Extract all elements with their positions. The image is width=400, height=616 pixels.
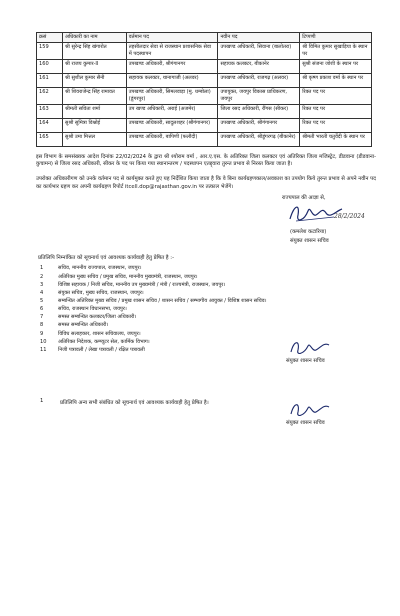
cell-new: उपखण्ड अधिकारी, राजगढ़ (अलवर) [218, 73, 300, 87]
signature-block [36, 191, 376, 253]
additional-copy-line: 1 प्रतिलिपि अन्य सभी संबंधित को सूचनार्थ एवं आवश्यक कार्यवाही हेतु प्रेषित है। [40, 397, 209, 406]
table-row [37, 73, 372, 87]
list-item: 4 संयुक्त सचिव, मुख्य सचिव, राजस्थान, जयपुर। [40, 289, 144, 296]
cell-sno: 163 [37, 104, 63, 118]
signatory-designation: संयुक्त शासन सचिव [286, 357, 325, 364]
cell-current: उपखण्ड अधिकारी, सिमलवाड़ा (मु. धम्बोला) (डूंगरपुर) [126, 87, 218, 104]
list-item: 11 निजी पत्रावली / लेखा पत्रावली / रक्षित पत्रावली [40, 346, 145, 353]
table-row [37, 87, 372, 104]
table-row [37, 43, 372, 60]
cell-name: श्री शिवराजेन्द्र सिंह रामावत [62, 87, 126, 104]
signatory-name: (कमलेश कटारिया) [290, 229, 327, 236]
cell-remark: रिक्त पद पर [300, 118, 372, 132]
header-remarks: टिप्पणी [300, 33, 372, 43]
cell-remark: रिक्त पद पर [300, 104, 372, 118]
cell-new: उपखण्ड अधिकारी, श्रीगंगानगर [218, 118, 300, 132]
cell-new: उपखण्ड अधिकारी, श्रीडूंगरगढ़ (बीकानेर) [218, 132, 300, 146]
by-order-text: राज्यपाल की आज्ञा से, [282, 195, 326, 202]
cell-new: उपायुक्त, जयपुर विकास प्राधिकरण, जयपुर [218, 87, 300, 104]
cell-new: उपखण्ड अधिकारी, सिवाना (बालोतरा) [218, 43, 300, 60]
cell-sno: 159 [37, 43, 63, 60]
signatory-designation: संयुक्त शासन सचिव [286, 419, 325, 426]
copy-heading: प्रतिलिपि निम्नांकित को सूचनार्थ एवं आवश्यक कार्यवाही हेतु प्रेषित है :- [38, 255, 174, 262]
cell-name: श्रीमती सविता शर्मा [62, 104, 126, 118]
signature-image [288, 400, 332, 420]
signature-date: 28/2/2024 [334, 213, 365, 221]
list-item: 10 अतिरिक्त निदेशक, कम्प्यूटर सेल, कार्मिक विभाग। [40, 338, 150, 345]
cell-new: जिला रसद अधिकारी, रींगस (सीकर) [218, 104, 300, 118]
cell-current: सहायक कलक्टर, थानागाजी (अलवर) [126, 73, 218, 87]
table-row [37, 132, 372, 146]
cell-sno: 165 [37, 132, 63, 146]
header-sno: क्रसं [37, 33, 63, 43]
list-item: 1 सचिव, माननीय राज्यपाल, राजस्थान, जयपुर। [40, 265, 142, 272]
cell-remark: श्री कृष्ण प्रकाश वर्मा के स्थान पर [300, 73, 372, 87]
cell-sno: 160 [37, 59, 63, 73]
cell-current: उपखण्ड अधिकारी, श्रीगंगानगर [126, 59, 218, 73]
list-item: 5 सम्बन्धित अतिरिक्त मुख्य सचिव / प्रमुख शासन सचिव / शासन सचिव / सम्भागीय आयुक्त / विशिष्ठ शासन सचिव। [40, 297, 267, 304]
signatory-designation: संयुक्त शासन सचिव [290, 238, 329, 245]
top-margin [36, 0, 376, 32]
cell-sno: 161 [37, 73, 63, 87]
cell-name: श्री सुरेन्द्र सिंह खंगारोत [62, 43, 126, 60]
cell-name: श्री सुशील कुमार सैनी [62, 73, 126, 87]
list-item: 2 अतिरिक्त मुख्य सचिव / प्रमुख सचिव, माननीय मुख्यमंत्री, राजस्थान, जयपुर। [40, 273, 198, 280]
signature-image [288, 338, 332, 358]
cell-sno: 164 [37, 118, 63, 132]
table-row [37, 59, 372, 73]
cell-remark: सुश्री संजना जोशी के स्थान पर [300, 59, 372, 73]
table-header-row [37, 33, 372, 43]
header-officer-name: अधिकारी का नाम [62, 33, 126, 43]
cell-name: सुश्री उमा मित्तल [62, 132, 126, 146]
cell-remark: रिक्त पद पर [300, 87, 372, 104]
table-row [37, 104, 372, 118]
header-current-post: वर्तमान पद [126, 33, 218, 43]
header-new-post: नवीन पद [218, 33, 300, 43]
cell-name: श्री राजय कुमार-II [62, 59, 126, 73]
cell-sno: 162 [37, 87, 63, 104]
cell-current: उप खण्ड अधिकारी, अराई (अजमेर) [126, 104, 218, 118]
list-item: 6 सचिव, राजस्थान विधानसभा, जयपुर। [40, 306, 127, 313]
cell-current: उपखण्ड अधिकारी, बापिणी (फलौदी) [126, 132, 218, 146]
cell-name: सुश्री सुमित्रा विश्नोई [62, 118, 126, 132]
instruction-paragraph: उपरोक्त अधिकारीगण को उनके वर्तमान पद से कार्यमुक्त करते हुए यह निर्देशित किया जाता है कि वे बिना कार्यग्रहणकाल/अवकाश का उपयोग किये तुरन्त प्रभाव से अपने नवीन पद का कार्यभार ग्रहण कर अपनी कार्यग्रहण रिपोर्ट itcell.dop@rajasthan.gov.in पर तत्काल भेजेंगे। [36, 176, 376, 190]
cell-remark: श्री विमित कुमार सुखाड़िया के स्थान पर [300, 43, 372, 60]
cell-new: सहायक कलक्टर, बीकानेर [218, 59, 300, 73]
list-item: 8 समस्त सम्बन्धित अधिकारी। [40, 322, 109, 329]
cancellation-paragraph: इस विभाग के समसंख्यक आदेश दिनांक 22/02/2024 के द्वारा श्री श्योराम वर्मा , आर.ए.एस. के अतिरिक्त जिला कलक्टर एवं अतिरिक्त जिला मजिस्ट्रेट, डीडवाना (डीडवाना-कुचामन) से जिला रसद अधिकारी, सीकर के पद पर किया गया स्थानान्तरण / पदस्थापन एतद्द्वारा तुरन्त प्रभाव से निरस्त किया जाता है। [36, 153, 376, 168]
transfer-table [36, 32, 372, 147]
cell-current: उपखण्ड अधिकारी, सादुलशहर (श्रीगंगानगर) [126, 118, 218, 132]
list-item: 9 विविध सलाहकार, शासन सचिवालय, जयपुर। [40, 330, 141, 337]
table-row [37, 118, 372, 132]
cell-current: तहसीलदार सेवा से राजस्थान प्रशासनिक सेवा में पदस्थापन [126, 43, 218, 60]
list-item: 7 समस्त सम्बन्धित कलक्टर/जिला अधिकारी। [40, 314, 137, 321]
cell-remark: श्रीमती भारती चतुर्वेदी के स्थान पर [300, 132, 372, 146]
list-item: 3 विशिष्ठ सहायक / निजी सचिव, माननीय उप मुख्यमंत्री / मंत्री / राज्यमंत्री, राजस्थान, जयपुर। [40, 281, 226, 288]
third-signature-block [36, 406, 376, 436]
second-signature-block [36, 354, 376, 376]
